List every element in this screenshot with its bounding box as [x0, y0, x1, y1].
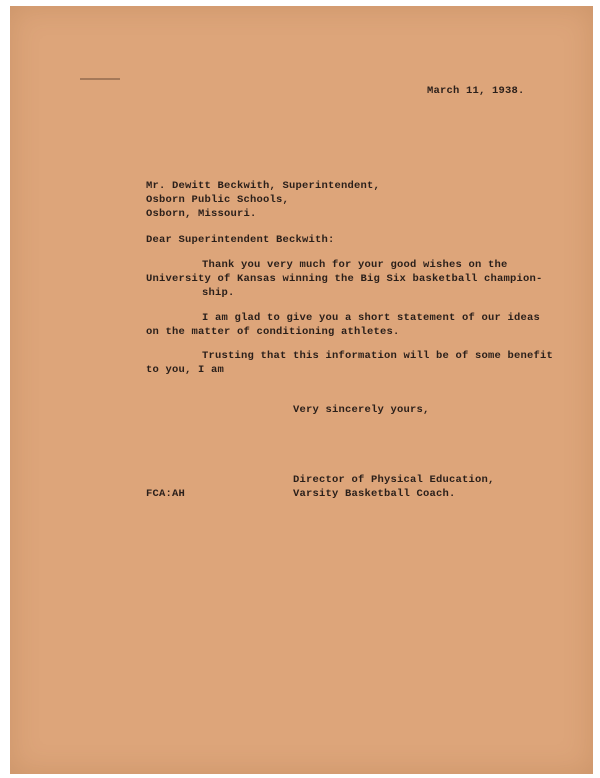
paragraph-3-line-2: to you, I am [146, 364, 225, 376]
salutation: Dear Superintendent Beckwith: [146, 234, 335, 246]
recipient-line-2: Osborn Public Schools, [146, 194, 290, 206]
paragraph-3-line-1: Trusting that this information will be of some benefit [202, 350, 554, 362]
paragraph-1-line-1: Thank you very much for your good wishes on the [202, 259, 508, 271]
paragraph-2-line-2: on the matter of conditioning athletes. [146, 326, 400, 338]
signature-line-2: Varsity Basketball Coach. [293, 488, 456, 500]
closing: Very sincerely yours, [293, 404, 430, 416]
ink-mark [80, 78, 120, 80]
recipient-line-1: Mr. Dewitt Beckwith, Superintendent, [146, 180, 381, 192]
letter-date: March 11, 1938. [427, 85, 525, 97]
reference-initials: FCA:AH [146, 488, 186, 500]
letter-page [10, 6, 593, 774]
signature-line-1: Director of Physical Education, [293, 474, 495, 486]
recipient-line-3: Osborn, Missouri. [146, 208, 257, 220]
paragraph-2-line-1: I am glad to give you a short statement of our ideas [202, 312, 541, 324]
paragraph-1-line-3: ship. [202, 287, 235, 299]
paragraph-1-line-2: University of Kansas winning the Big Six basketball champion- [146, 273, 543, 285]
